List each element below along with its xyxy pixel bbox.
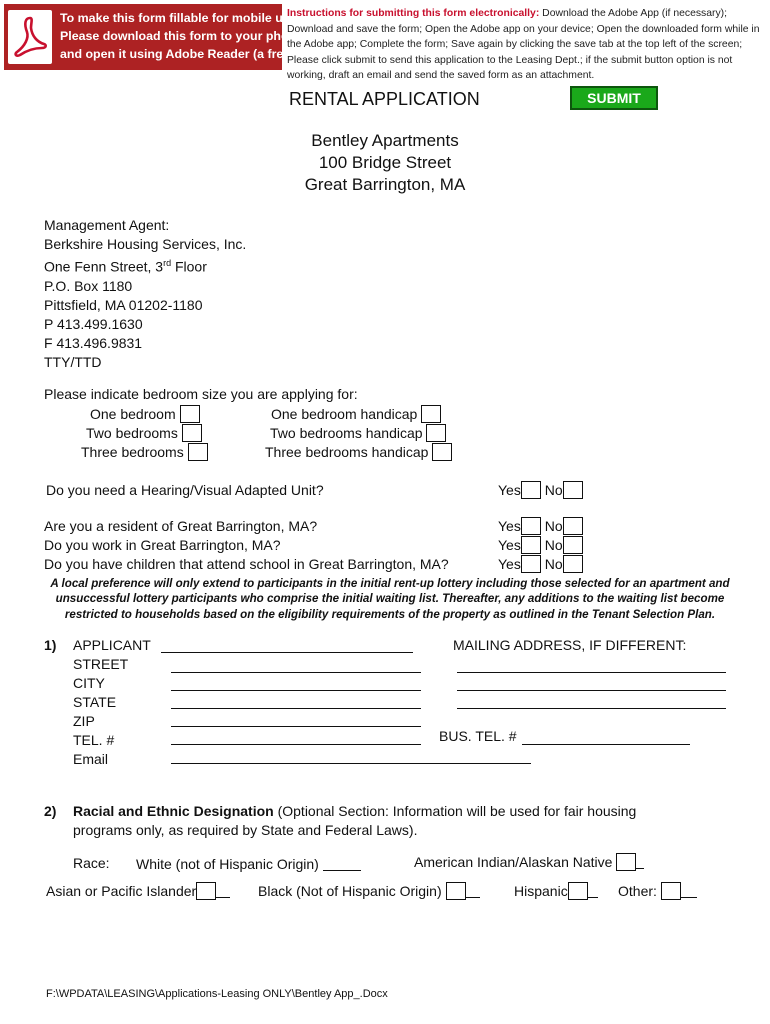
checkbox-children-no[interactable] — [563, 555, 583, 573]
bedroom-prompt: Please indicate bedroom size you are applying for: — [44, 386, 358, 402]
agent-tty: TTY/TTD — [44, 353, 102, 370]
applicant-labels — [73, 636, 151, 769]
checkbox-one-bedroom[interactable] — [180, 405, 200, 423]
instructions-lead: Instructions for submitting this form electronically: — [287, 8, 540, 19]
bedroom-one: One bedroom — [90, 405, 200, 423]
bus-tel-field[interactable] — [522, 744, 690, 745]
adobe-pdf-icon — [8, 10, 52, 64]
zip-field[interactable] — [171, 726, 421, 727]
email-field[interactable] — [171, 763, 531, 764]
mobile-notice-banner — [4, 4, 320, 70]
mailing-address-label: MAILING ADDRESS, IF DIFFERENT: — [453, 637, 687, 653]
question-hearing: Do you need a Hearing/Visual Adapted Unit? — [46, 482, 324, 498]
agent-city: Pittsfield, MA 01202-1180 — [44, 296, 203, 313]
state-field[interactable] — [171, 708, 421, 709]
field-white[interactable] — [323, 855, 361, 871]
question-children: Do you have children that attend school in Great Barrington, MA? — [44, 556, 449, 572]
label-state: STATE — [73, 694, 117, 710]
label-zip: ZIP — [73, 713, 95, 729]
section-1-number: 1) — [44, 637, 57, 653]
bus-tel-label: BUS. TEL. # — [439, 728, 517, 744]
checkbox-black[interactable] — [446, 882, 466, 900]
mailing-line-3[interactable] — [457, 708, 726, 709]
checkbox-three-bedrooms[interactable] — [188, 443, 208, 461]
checkbox-native[interactable] — [616, 853, 636, 871]
race-black: Black (Not of Hispanic Origin) — [258, 882, 480, 900]
question-resident: Are you a resident of Great Barrington, MA? — [44, 518, 318, 534]
checkbox-hispanic[interactable] — [568, 882, 588, 900]
bedroom-three: Three bedrooms — [81, 443, 208, 461]
page-title: RENTAL APPLICATION — [289, 89, 480, 109]
submit-button[interactable]: SUBMIT — [570, 86, 658, 110]
street-field[interactable] — [171, 672, 421, 673]
bedroom-one-handicap: One bedroom handicap — [271, 405, 441, 423]
checkbox-children-yes[interactable] — [521, 555, 541, 573]
race-native: American Indian/Alaskan Native — [414, 853, 644, 871]
checkbox-work-no[interactable] — [563, 536, 583, 554]
instructions-body: Download the Adobe App (if necessary); Download and save the form; Open the Adobe app on your device; Open the downloaded form while in the Adobe app; Complete the form; Save again by clicking the save tab at the top left of the screen; Please click submit to send this application to the Leasing Dept.; if the submit button option is not working, draft an email and send the saved form as an attachment. — [287, 8, 760, 81]
racial-note-2: programs only, as required by State and Federal Laws). — [73, 822, 418, 838]
checkbox-three-bedrooms-handicap[interactable] — [432, 443, 452, 461]
checkbox-hearing-yes[interactable] — [521, 481, 541, 499]
checkbox-resident-yes[interactable] — [521, 517, 541, 535]
section-2-number: 2) — [44, 803, 57, 819]
checkbox-resident-no[interactable] — [563, 517, 583, 535]
local-preference-note: A local preference will only extend to participants in the initial rent-up lottery including those selected for an apartment and unsuccessful lottery participants who comprise the initial waiting list. Thereafter, any additions to the waiting list become restricted to households based on the eligibility requirements of the property as outlined in the Tenant Selection Plan. — [50, 577, 730, 621]
banner-line-3: and open it using Adobe Reader (a free app) — [60, 47, 320, 61]
label-applicant: APPLICANT — [73, 637, 151, 653]
agent-label: Management Agent: — [44, 217, 170, 233]
checkbox-asian[interactable] — [196, 882, 216, 900]
file-path-footer: F:\WPDATA\LEASING\Applications-Leasing ONLY\Bentley App_.Docx — [46, 988, 388, 1000]
checkbox-two-bedrooms[interactable] — [182, 424, 202, 442]
checkbox-two-bedrooms-handicap[interactable] — [426, 424, 446, 442]
bedroom-three-handicap: Three bedrooms handicap — [265, 443, 452, 461]
applicant-field[interactable] — [161, 652, 413, 653]
property-street: 100 Bridge Street — [318, 153, 452, 172]
children-answers: Yes No — [498, 555, 583, 573]
work-answers: Yes No — [498, 536, 583, 554]
checkbox-work-yes[interactable] — [521, 536, 541, 554]
racial-note-1: (Optional Section: Information will be used for fair housing — [273, 803, 637, 819]
agent-phone: P 413.499.1630 — [44, 315, 143, 332]
agent-street: One Fenn Street, 3rd Floor — [44, 258, 207, 275]
submission-instructions — [287, 6, 763, 84]
agent-pobox: P.O. Box 1180 — [44, 277, 133, 294]
bedroom-two-handicap: Two bedrooms handicap — [270, 424, 446, 442]
label-email: Email — [73, 751, 109, 767]
checkbox-one-bedroom-handicap[interactable] — [421, 405, 441, 423]
checkbox-hearing-no[interactable] — [563, 481, 583, 499]
race-white: White (not of Hispanic Origin) — [136, 855, 361, 872]
property-address — [200, 130, 570, 196]
hearing-answers: Yes No — [498, 481, 583, 499]
agent-company: Berkshire Housing Services, Inc. — [44, 236, 247, 252]
label-tel: TEL. # — [73, 732, 115, 748]
checkbox-other[interactable] — [661, 882, 681, 900]
race-asian: Asian or Pacific Islander — [46, 882, 230, 900]
mailing-line-1[interactable] — [457, 672, 726, 673]
race-other: Other: — [618, 882, 697, 900]
management-agent — [44, 216, 246, 372]
bedroom-two: Two bedrooms — [86, 424, 202, 442]
agent-fax: F 413.496.9831 — [44, 334, 143, 351]
mailing-line-2[interactable] — [457, 690, 726, 691]
racial-title: Racial and Ethnic Designation — [73, 803, 274, 819]
tel-field[interactable] — [171, 744, 421, 745]
racial-heading — [73, 802, 753, 840]
label-street: STREET — [73, 656, 129, 672]
label-city: CITY — [73, 675, 105, 691]
property-city: Great Barrington, MA — [304, 175, 466, 194]
race-hispanic: Hispanic — [514, 882, 598, 900]
resident-answers: Yes No — [498, 517, 583, 535]
banner-line-2: Please download this form to your phone — [60, 29, 304, 43]
race-label: Race: — [73, 855, 110, 871]
question-work: Do you work in Great Barrington, MA? — [44, 537, 281, 553]
property-name: Bentley Apartments — [311, 131, 459, 150]
city-field[interactable] — [171, 690, 421, 691]
banner-line-1: To make this form fillable for mobile users: — [60, 11, 313, 25]
